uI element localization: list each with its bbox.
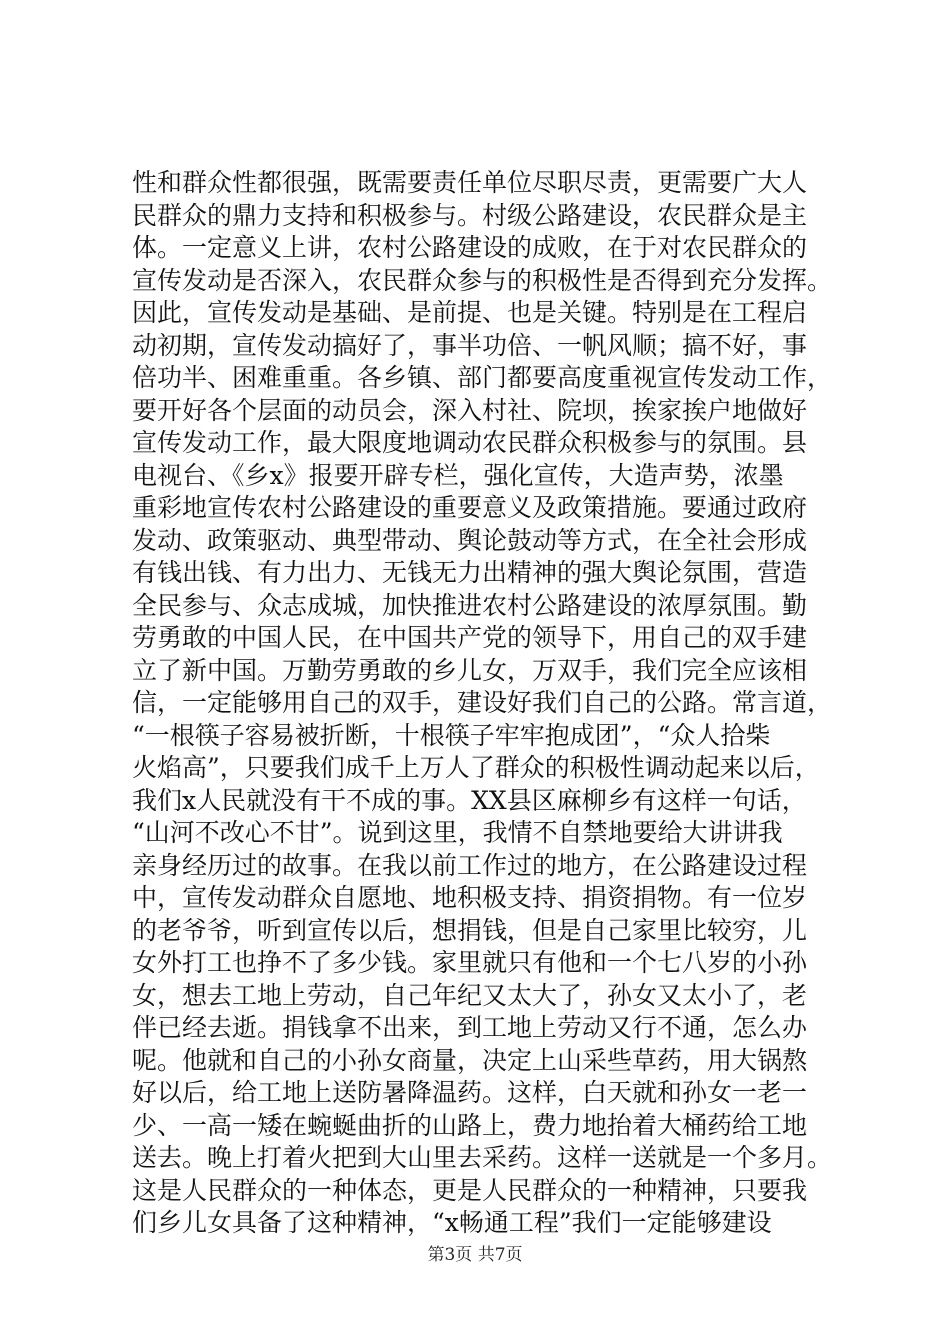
text-line: 亲身经历过的故事。在我以前工作过的地方，在公路建设过程 [132,850,808,880]
text-line: 们乡儿女具备了这种精神，“x畅通工程”我们一定能够建设 [132,1208,772,1237]
text-line: 要开好各个层面的动员会，深入村社、院坝，挨家挨户地做好 [132,395,808,425]
text-line: 火焰高”，只要我们成千上万人了群众的积极性调动起来以后， [132,753,820,782]
text-line: 因此，宣传发动是基础、是前提、也是关键。特别是在工程启 [132,298,808,327]
text-line: 动初期，宣传发动搞好了，事半功倍、一帆风顺；搞不好，事 [132,330,808,360]
text-line: 我们x人民就没有干不成的事。XX县区麻柳乡有这样一句话， [132,785,807,815]
text-line: 少、一高一矮在蜿蜒曲折的山路上，费力地抬着大桶药给工地 [132,1110,808,1140]
text-line: 民群众的鼎力支持和积极参与。村级公路建设，农民群众是主 [132,200,808,230]
text-line: 电视台、《乡x》报要开辟专栏，强化宣传，大造声势，浓墨 [132,460,784,490]
text-line: “一根筷子容易被折断，十根筷子牢牢抱成团”，“众人拾柴 [132,720,771,750]
text-line: 重彩地宣传农村公路建设的重要意义及政策措施。要通过政府 [132,493,808,522]
text-line: 呢。他就和自己的小孙女商量，决定上山采些草药，用大锅熬 [132,1045,808,1075]
text-line: 女，想去工地上劳动，自己年纪又太大了，孙女又太小了，老 [132,980,808,1010]
body-paragraph [132,167,842,1240]
text-line: 有钱出钱、有力出力、无钱无力出精神的强大舆论氛围，营造 [132,558,808,587]
text-line: 性和群众性都很强，既需要责任单位尽职尽责，更需要广大人 [132,168,808,197]
text-line: 全民参与、众志成城，加快推进农村公路建设的浓厚氛围。勤 [132,590,808,620]
text-line: 宣传发动是否深入，农民群众参与的积极性是否得到充分发挥。 [132,265,833,295]
page-footer: 第3页 共7页 [427,1245,523,1265]
text-line: 的老爷爷，听到宣传以后，想捐钱，但是自己家里比较穷，儿 [132,915,808,945]
text-line: 体。一定意义上讲，农村公路建设的成败，在于对农民群众的 [132,233,808,262]
text-line: 伴已经去逝。捐钱拿不出来，到工地上劳动又行不通，怎么办 [132,1013,808,1042]
text-line: 女外打工也挣不了多少钱。家里就只有他和一个七八岁的小孙 [132,948,808,977]
text-line: 宣传发动工作，最大限度地调动农民群众积极参与的氛围。县 [132,428,808,457]
text-line: 送去。晚上打着火把到大山里去采药。这样一送就是一个多月。 [132,1143,833,1172]
text-line: 劳勇敢的中国人民，在中国共产党的领导下，用自己的双手建 [132,623,808,652]
text-line: 这是人民群众的一种体态，更是人民群众的一种精神，只要我 [132,1175,808,1205]
text-line: 立了新中国。万勤劳勇敢的乡儿女，万双手，我们完全应该相 [132,655,808,685]
text-line: 好以后，给工地上送防暑降温药。这样，白天就和孙女一老一 [132,1078,808,1107]
text-line: 中，宣传发动群众自愿地、地积极支持、捐资捐物。有一位岁 [132,883,808,912]
text-line: 倍功半、困难重重。各乡镇、部门都要高度重视宣传发动工作， [132,363,833,392]
text-line: 信，一定能够用自己的双手，建设好我们自己的公路。常言道， [132,688,833,717]
text-line: “山河不改心不甘”。说到这里，我情不自禁地要给大讲讲我 [132,818,783,847]
text-line: 发动、政策驱动、典型带动、舆论鼓动等方式，在全社会形成 [132,525,808,555]
